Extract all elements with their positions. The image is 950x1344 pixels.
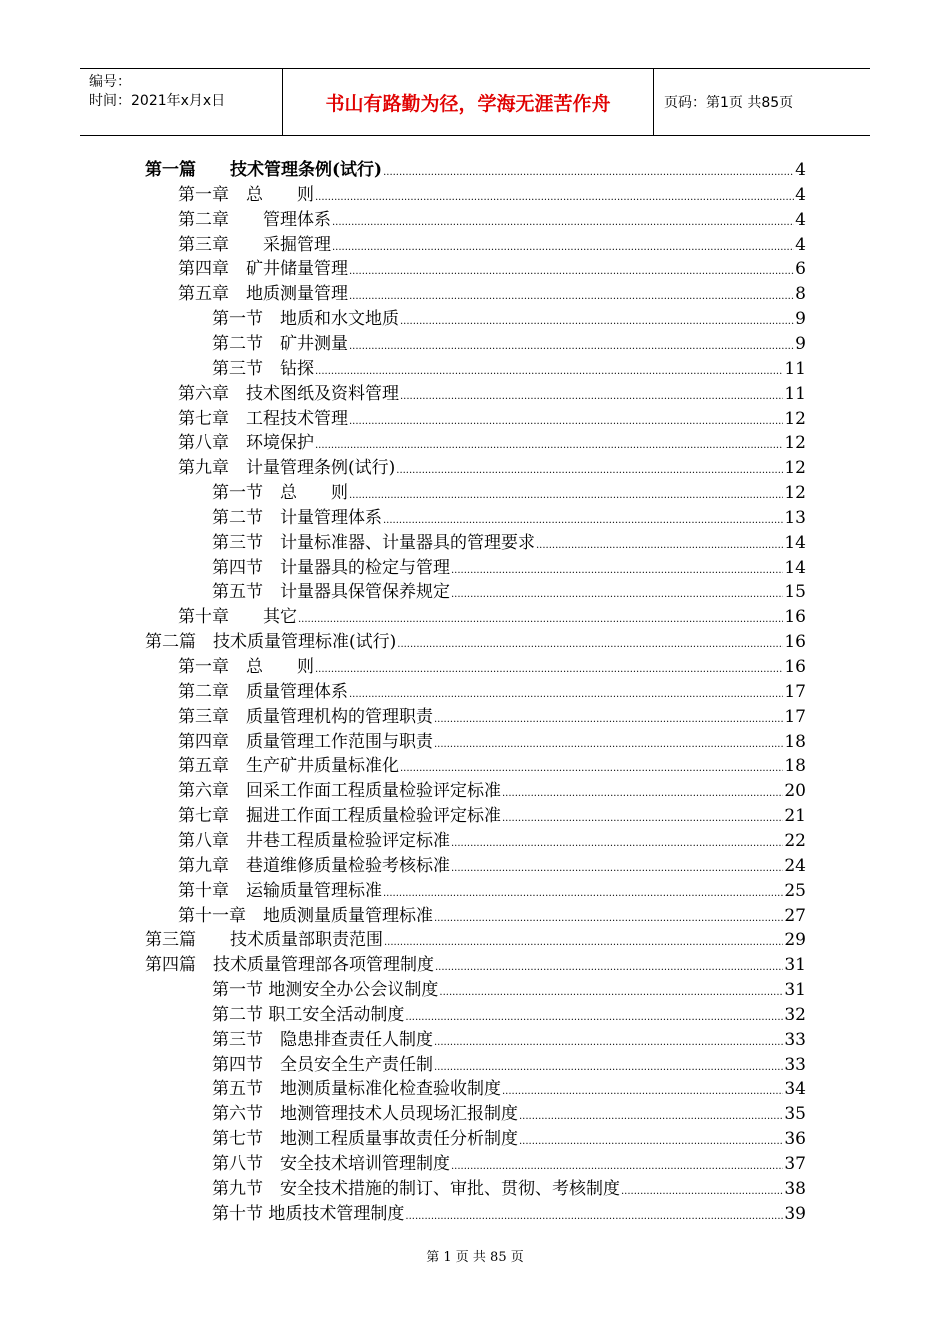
toc-entry-label: 第六章 技术图纸及资料管理: [178, 383, 399, 404]
toc-entry-page: 4: [795, 160, 806, 180]
toc-entry[interactable]: [212, 531, 806, 556]
toc-entry-label: 第一章 总 则: [178, 184, 314, 205]
toc-dot-leader: [621, 1179, 783, 1204]
toc-entry-label: 第九章 计量管理条例(试行): [178, 458, 396, 479]
toc-entry-label: 第二节 职工安全活动制度: [212, 1004, 405, 1025]
toc-entry[interactable]: [212, 506, 806, 531]
toc-entry[interactable]: [145, 953, 806, 978]
toc-entry-page: 18: [784, 756, 806, 777]
toc-entry-page: 29: [784, 930, 806, 951]
toc-entry-page: 16: [784, 657, 806, 677]
toc-dot-leader: [451, 582, 783, 607]
toc-entry-page: 22: [784, 830, 806, 851]
toc-entry[interactable]: [212, 1053, 806, 1078]
toc-entry[interactable]: [178, 754, 806, 779]
toc-entry-label: 第九章 巷道维修质量检验考核标准: [178, 855, 450, 876]
toc-entry-page: 17: [784, 706, 806, 727]
toc-entry-page: 39: [784, 1203, 806, 1224]
toc-entry[interactable]: [178, 208, 806, 233]
toc-dot-leader: [451, 856, 783, 881]
toc-entry-label: 第一节 总 则: [212, 483, 348, 504]
toc-entry[interactable]: [178, 804, 806, 829]
toc-dot-leader: [400, 309, 794, 334]
toc-entry[interactable]: [212, 580, 806, 605]
toc-entry-page: 20: [784, 781, 806, 802]
toc-entry-label: 第八章 井巷工程质量检验评定标准: [178, 830, 450, 851]
toc-dot-leader: [349, 682, 783, 707]
toc-entry-label: 第一节 地测安全办公会议制度: [212, 980, 439, 1001]
toc-dot-leader: [405, 1204, 783, 1229]
toc-entry[interactable]: [178, 183, 806, 208]
toc-dot-leader: [434, 732, 783, 757]
toc-entry-label: 第五章 地质测量管理: [178, 284, 348, 305]
toc-entry-label: 第六节 地测管理技术人员现场汇报制度: [212, 1104, 518, 1125]
toc-entry-label: 第六章 回采工作面工程质量检验评定标准: [178, 781, 501, 802]
toc-entry-page: 38: [784, 1178, 806, 1199]
toc-dot-leader: [383, 160, 794, 185]
toc-entry[interactable]: [212, 556, 806, 581]
toc-entry-label: 第一篇 技术管理条例(试行): [145, 160, 383, 180]
toc-entry-label: 第二章 管理体系: [178, 209, 331, 230]
toc-entry-page: 34: [784, 1079, 806, 1100]
toc-dot-leader: [349, 284, 794, 309]
header-number-label: 编号：: [89, 74, 131, 90]
toc-entry[interactable]: [178, 431, 806, 456]
toc-entry-page: 6: [795, 259, 806, 280]
toc-entry-label: 第八章 环境保护: [178, 433, 314, 454]
toc-entry-label: 第二节 计量管理体系: [212, 507, 382, 528]
toc-entry-page: 11: [784, 358, 806, 379]
toc-entry-page: 11: [784, 383, 806, 404]
toc-dot-leader: [383, 508, 783, 533]
toc-entry-page: 8: [795, 284, 806, 305]
toc-entry-label: 第二节 矿井测量: [212, 333, 348, 354]
toc-entry-page: 33: [784, 1054, 806, 1075]
toc-entry[interactable]: [212, 1102, 806, 1127]
toc-entry-page: 16: [784, 607, 806, 628]
toc-entry-label: 第七节 地测工程质量事故责任分析制度: [212, 1129, 518, 1150]
toc-entry[interactable]: [178, 854, 806, 879]
page-header: [80, 68, 870, 136]
toc-entry-label: 第十一章 地质测量质量管理标准: [178, 905, 433, 926]
toc-dot-leader: [384, 930, 783, 955]
toc-dot-leader: [315, 185, 794, 210]
toc-entry-label: 第十节 地质技术管理制度: [212, 1203, 405, 1224]
toc-entry-page: 12: [784, 408, 806, 429]
toc-entry-label: 第一节 地质和水文地质: [212, 309, 399, 330]
toc-entry-page: 13: [784, 507, 806, 528]
toc-entry-page: 31: [784, 955, 806, 976]
toc-entry-page: 4: [795, 184, 806, 205]
toc-entry[interactable]: [178, 382, 806, 407]
toc-entry-label: 第三章 质量管理机构的管理职责: [178, 706, 433, 727]
toc-dot-leader: [519, 1129, 783, 1154]
toc-entry-page: 12: [784, 483, 806, 504]
toc-entry[interactable]: [178, 879, 806, 904]
toc-entry[interactable]: [178, 779, 806, 804]
toc-entry-label: 第二章 质量管理体系: [178, 681, 348, 702]
toc-entry-label: 第五节 计量器具保管保养规定: [212, 582, 450, 603]
toc-entry[interactable]: [212, 1152, 806, 1177]
toc-entry-label: 第四章 质量管理工作范围与职责: [178, 731, 433, 752]
toc-entry-label: 第三章 采掘管理: [178, 234, 331, 255]
toc-entry-page: 14: [784, 557, 806, 578]
toc-entry-label: 第三节 钻探: [212, 358, 314, 379]
toc-dot-leader: [332, 235, 794, 260]
toc-entry-label: 第九节 安全技术措施的制订、审批、贯彻、考核制度: [212, 1178, 620, 1199]
toc-dot-leader: [405, 1005, 783, 1030]
toc-dot-leader: [315, 359, 783, 384]
toc-entry-label: 第五章 生产矿井质量标准化: [178, 756, 399, 777]
toc-entry[interactable]: [212, 1202, 806, 1227]
toc-entry[interactable]: [212, 1003, 806, 1028]
toc-dot-leader: [536, 533, 783, 558]
header-time-label: 时间：2021年x月x日: [89, 93, 226, 109]
toc-entry-page: 18: [784, 731, 806, 752]
toc-entry[interactable]: [212, 1028, 806, 1053]
toc-entry[interactable]: [212, 1077, 806, 1102]
toc-dot-leader: [396, 458, 783, 483]
toc-dot-leader: [451, 1154, 783, 1179]
toc-dot-leader: [439, 980, 783, 1005]
toc-entry-page: 21: [784, 806, 806, 827]
toc-dot-leader: [502, 781, 783, 806]
toc-entry[interactable]: [178, 829, 806, 854]
toc-entry[interactable]: [212, 1177, 806, 1202]
toc-entry-label: 第八节 安全技术培训管理制度: [212, 1154, 450, 1174]
toc-dot-leader: [349, 259, 794, 284]
toc-dot-leader: [451, 558, 783, 583]
toc-entry-page: 12: [784, 458, 806, 479]
toc-entry-page: 4: [795, 209, 806, 230]
toc-entry[interactable]: [212, 1127, 806, 1152]
toc-entry-page: 15: [784, 582, 806, 603]
toc-entry-label: 第三篇 技术质量部职责范围: [145, 930, 383, 951]
toc-entry[interactable]: [212, 307, 806, 332]
toc-entry[interactable]: [178, 407, 806, 432]
toc-entry-label: 第五节 地测质量标准化检查验收制度: [212, 1079, 501, 1100]
toc-entry-label: 第二篇 技术质量管理标准(试行): [145, 632, 397, 653]
toc-entry-page: 36: [784, 1129, 806, 1150]
toc-entry-page: 24: [784, 855, 806, 876]
toc-entry-page: 33: [784, 1029, 806, 1050]
toc-dot-leader: [298, 607, 783, 632]
toc-entry-page: 9: [795, 309, 806, 330]
toc-entry[interactable]: [145, 928, 806, 953]
toc-entry-label: 第七章 掘进工作面工程质量检验评定标准: [178, 806, 501, 827]
toc-dot-leader: [349, 483, 783, 508]
toc-entry-label: 第三节 计量标准器、计量器具的管理要求: [212, 532, 535, 553]
toc-dot-leader: [451, 831, 783, 856]
toc-entry-page: 14: [784, 532, 806, 553]
toc-entry[interactable]: [178, 233, 806, 258]
header-slogan: 书山有路勤为径，学海无涯苦作舟: [282, 69, 654, 135]
header-meta: [80, 69, 282, 135]
toc-dot-leader: [400, 384, 783, 409]
toc-dot-leader: [502, 806, 783, 831]
toc-dot-leader: [400, 756, 783, 781]
toc-entry[interactable]: [212, 481, 806, 506]
toc-entry-page: 25: [784, 880, 806, 901]
toc-entry-label: 第十章 运输质量管理标准: [178, 880, 382, 901]
toc-entry-label: 第四篇 技术质量管理部各项管理制度: [145, 955, 434, 976]
toc-dot-leader: [315, 433, 783, 458]
header-page-info: 页码：第1页 共85页: [664, 95, 794, 111]
toc-entry-page: 16: [784, 632, 806, 653]
toc-dot-leader: [332, 210, 794, 235]
toc-entry[interactable]: [178, 705, 806, 730]
toc-dot-leader: [315, 657, 783, 682]
toc-dot-leader: [434, 707, 783, 732]
toc-entry-page: 27: [784, 905, 806, 926]
toc-entry[interactable]: [178, 282, 806, 307]
toc-entry-page: 4: [795, 234, 806, 255]
toc-entry-label: 第四章 矿井储量管理: [178, 259, 348, 280]
toc-entry[interactable]: [178, 730, 806, 755]
toc-entry[interactable]: [145, 630, 806, 655]
toc-entry[interactable]: [178, 680, 806, 705]
toc-dot-leader: [349, 409, 783, 434]
toc-entry[interactable]: [178, 655, 806, 680]
toc-entry-page: 17: [784, 681, 806, 702]
toc-entry-label: 第四节 计量器具的检定与管理: [212, 557, 450, 578]
page-footer: 第 1 页 共 85 页: [426, 1250, 524, 1265]
toc-entry-label: 第四节 全员安全生产责任制: [212, 1054, 433, 1075]
toc-entry[interactable]: [212, 357, 806, 382]
toc-dot-leader: [434, 1055, 783, 1080]
toc-dot-leader: [434, 1030, 783, 1055]
toc-entry[interactable]: [178, 456, 806, 481]
toc-entry-label: 第七章 工程技术管理: [178, 408, 348, 429]
toc-entry-label: 第十章 其它: [178, 607, 297, 628]
toc-dot-leader: [383, 881, 783, 906]
toc-entry-label: 第一章 总 则: [178, 657, 314, 677]
toc-entry[interactable]: [212, 978, 806, 1003]
toc-entry-label: 第三节 隐患排查责任人制度: [212, 1029, 433, 1050]
toc-dot-leader: [397, 632, 783, 657]
toc-entry-page: 37: [784, 1154, 806, 1174]
toc-dot-leader: [435, 955, 783, 980]
toc-dot-leader: [519, 1104, 783, 1129]
toc-dot-leader: [502, 1079, 783, 1104]
toc-entry-page: 31: [784, 980, 806, 1001]
toc-entry-page: 32: [784, 1004, 806, 1025]
toc-entry[interactable]: [178, 605, 806, 630]
toc-entry[interactable]: [145, 158, 806, 183]
toc-entry-page: 12: [784, 433, 806, 454]
toc-entry[interactable]: [178, 257, 806, 282]
toc-entry-page: 9: [795, 333, 806, 354]
toc-dot-leader: [349, 334, 794, 359]
toc-entry[interactable]: [212, 332, 806, 357]
toc-entry-page: 35: [784, 1104, 806, 1125]
toc-dot-leader: [434, 906, 783, 931]
toc-entry[interactable]: [178, 904, 806, 929]
